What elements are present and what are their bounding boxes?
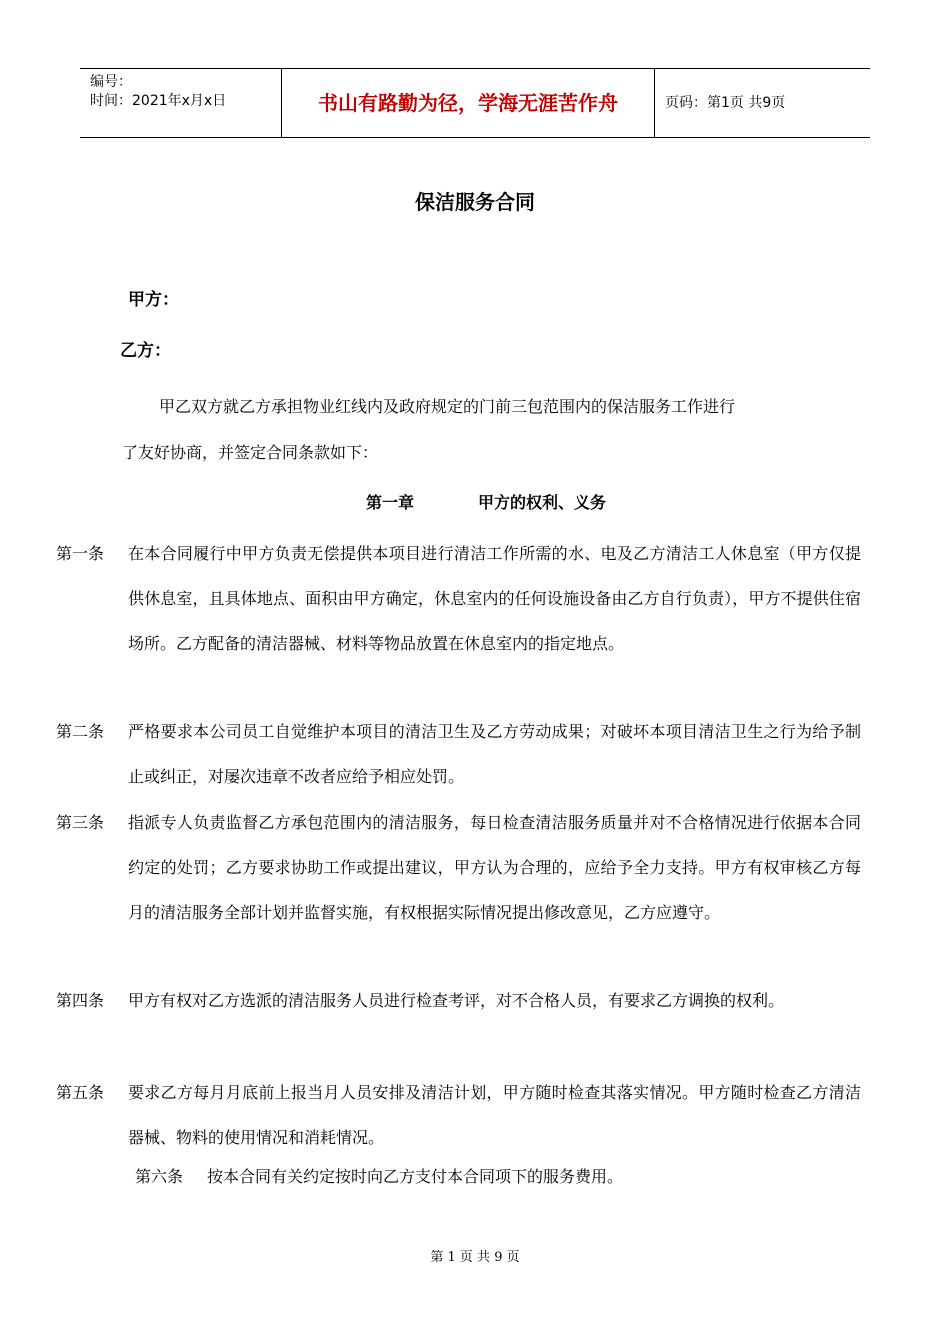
article (135, 1164, 623, 1187)
header-page-info: 页码：第1页 共9页 (665, 95, 786, 111)
article (56, 978, 861, 1023)
article-label: 第三条 (56, 813, 105, 832)
article-label: 第二条 (56, 722, 105, 741)
article (56, 1070, 861, 1160)
header-motto: 书山有路勤为径，学海无涯苦作舟 (318, 91, 618, 115)
header-divider (654, 69, 655, 137)
document-title: 保洁服务合同 (415, 190, 535, 214)
article (56, 800, 861, 935)
article-text: 严格要求本公司员工自觉维护本项目的清洁卫生及乙方劳动成果；对破坏本项目清洁卫生之行为给予制止或纠正，对屡次违章不改者应给予相应处罚。 (128, 722, 861, 786)
party-a-label: 甲方： (128, 290, 179, 310)
article (56, 531, 861, 666)
article-text: 甲方有权对乙方选派的清洁服务人员进行检查考评，对不合格人员，有要求乙方调换的权利。 (128, 991, 785, 1010)
article-label: 第六条 (135, 1167, 184, 1186)
intro-paragraph-line-2: 了友好协商，并签定合同条款如下： (122, 443, 379, 462)
article-text: 指派专人负责监督乙方承包范围内的清洁服务，每日检查清洁服务质量并对不合格情况进行依据本合同约定的处罚；乙方要求协助工作或提出建议，甲方认为合理的，应给予全力支持。甲方有权审核乙方每月的清洁服务全部计划并监督实施，有权根据实际情况提出修改意见，乙方应遵守。 (128, 813, 861, 922)
article-text: 按本合同有关约定按时向乙方支付本合同项下的服务费用。 (207, 1167, 624, 1186)
header-meta (90, 73, 280, 111)
document-number-label: 编号： (90, 74, 132, 90)
document-date: 时间：2021年x月x日 (90, 93, 227, 109)
article-label: 第四条 (56, 991, 105, 1010)
chapter-title: 甲方的权利、义务 (478, 493, 607, 512)
page-footer: 第 1 页 共 9 页 (430, 1250, 520, 1265)
article-text: 在本合同履行中甲方负责无偿提供本项目进行清洁工作所需的水、电及乙方清洁工人休息室（甲方仅提供休息室，且具体地点、面积由甲方确定，休息室内的任何设施设备由乙方自行负责），甲方不提供住宿场所。乙方配备的清洁器械、材料等物品放置在休息室内的指定地点。 (128, 544, 861, 653)
article-label: 第五条 (56, 1083, 105, 1102)
page-header (80, 68, 870, 138)
intro-paragraph-line-1: 甲乙双方就乙方承担物业红线内及政府规定的门前三包范围内的保洁服务工作进行 (159, 397, 736, 416)
article (56, 709, 861, 799)
article-label: 第一条 (56, 544, 105, 563)
article-text: 要求乙方每月月底前上报当月人员安排及清洁计划，甲方随时检查其落实情况。甲方随时检查乙方清洁器械、物料的使用情况和消耗情况。 (128, 1083, 861, 1147)
chapter-number: 第一章 (366, 493, 415, 512)
party-b-label: 乙方： (120, 341, 171, 361)
